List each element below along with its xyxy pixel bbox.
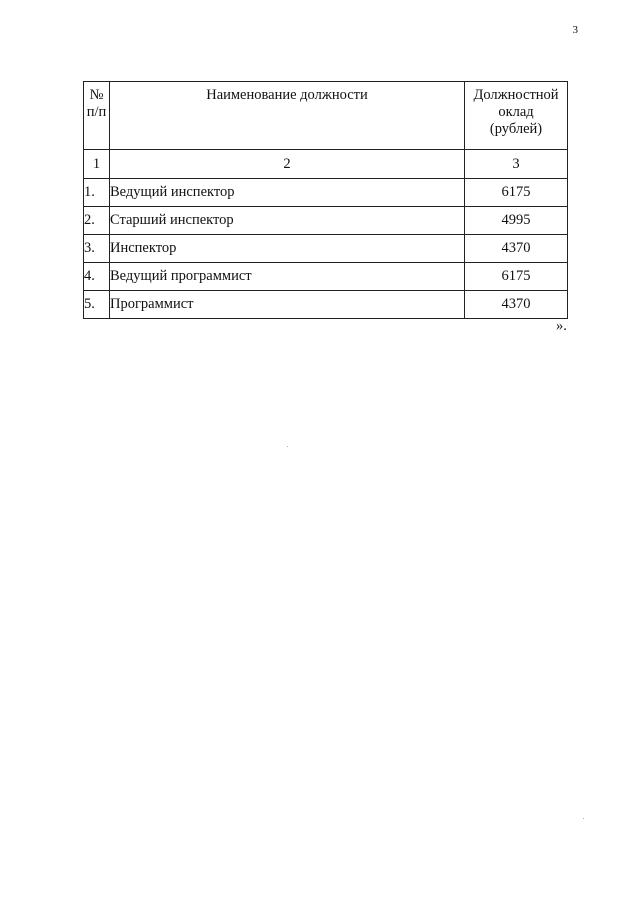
position-name: Инспектор xyxy=(110,235,465,263)
salary-value: 4995 xyxy=(465,207,568,235)
header-number xyxy=(84,82,110,150)
closing-quote: ». xyxy=(556,318,567,334)
position-name: Программист xyxy=(110,291,465,319)
header-number-line: п/п xyxy=(86,104,107,120)
header-salary-line: оклад xyxy=(498,104,534,120)
header-salary-line: (рублей) xyxy=(489,121,543,137)
header-number-line: № xyxy=(89,87,104,103)
salary-value: 4370 xyxy=(465,235,568,263)
salary-value: 6175 xyxy=(465,263,568,291)
header-position-name: Наименование должности xyxy=(110,82,465,150)
table-header-row xyxy=(84,82,568,150)
header-salary xyxy=(465,82,568,150)
table-row xyxy=(84,291,568,319)
table-row xyxy=(84,263,568,291)
column-index-row xyxy=(84,150,568,179)
salary-value: 4370 xyxy=(465,291,568,319)
row-number: 2. xyxy=(84,207,110,235)
header-salary-line: Должностной xyxy=(473,87,559,103)
row-number: 1. xyxy=(84,179,110,207)
position-name: Ведущий программист xyxy=(110,263,465,291)
column-index: 1 xyxy=(84,150,110,179)
row-number: 5. xyxy=(84,291,110,319)
salary-table xyxy=(83,81,568,319)
salary-value: 6175 xyxy=(465,179,568,207)
position-name: Ведущий инспектор xyxy=(110,179,465,207)
row-number: 3. xyxy=(84,235,110,263)
scan-speck xyxy=(287,446,288,447)
row-number: 4. xyxy=(84,263,110,291)
table-row xyxy=(84,207,568,235)
column-index: 3 xyxy=(465,150,568,179)
page-number: 3 xyxy=(572,24,578,36)
column-index: 2 xyxy=(110,150,465,179)
table-row xyxy=(84,235,568,263)
scan-speck xyxy=(583,818,584,819)
table-row xyxy=(84,179,568,207)
position-name: Старший инспектор xyxy=(110,207,465,235)
